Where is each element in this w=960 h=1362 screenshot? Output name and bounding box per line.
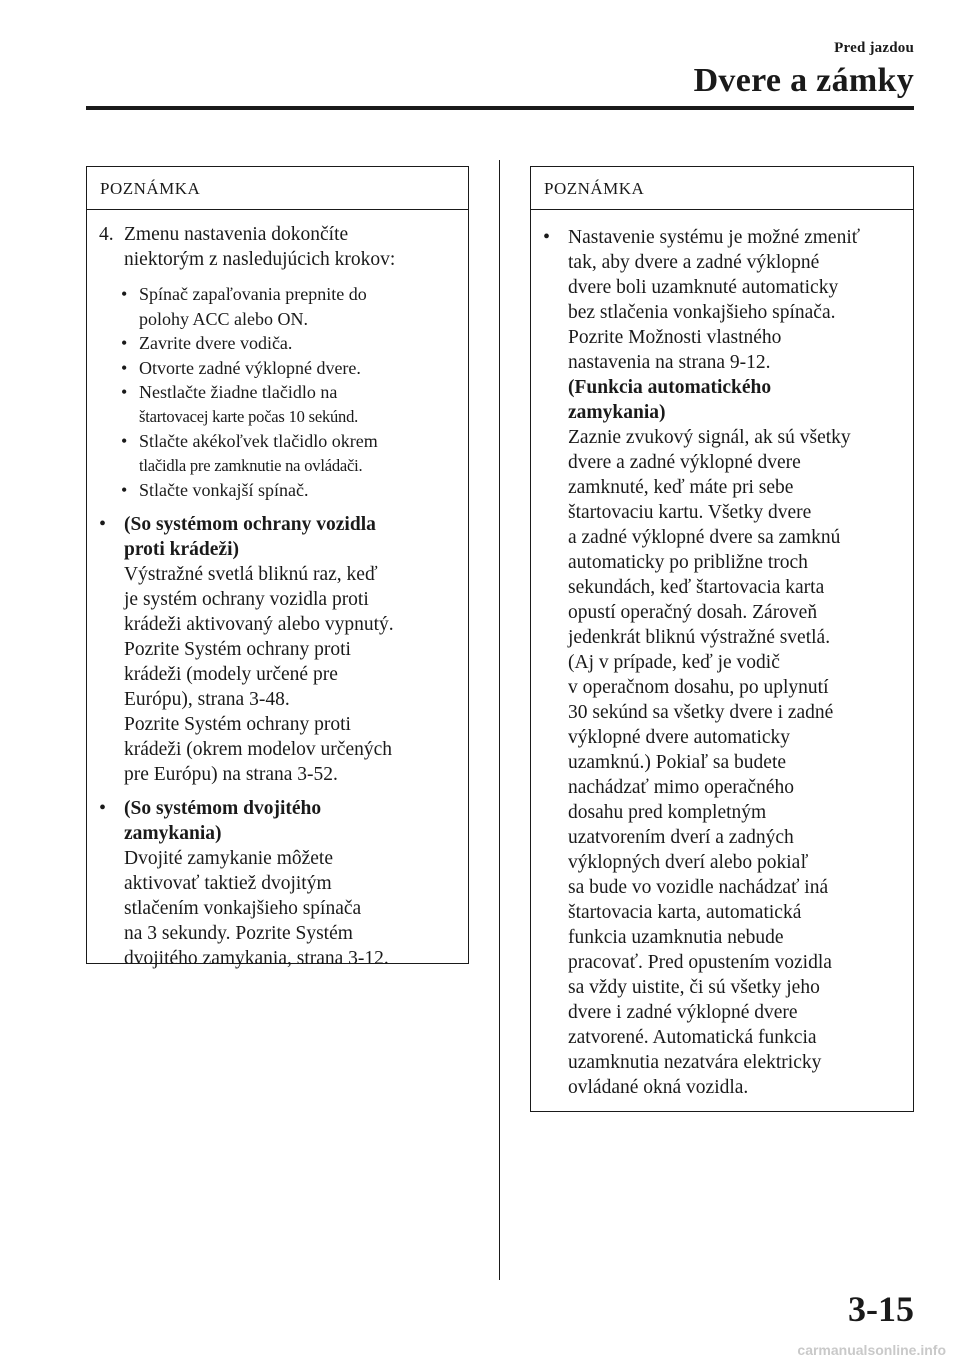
list-item: • Stlačte vonkajší spínač. [121,478,458,503]
text-line: nastavenia na strana 9-12. [568,352,771,373]
bold-heading-line: zamykania) [124,822,222,844]
text-line: niektorým z nasledujúcich krokov: [124,249,396,270]
text-line: polohy ACC alebo ON. [139,308,308,329]
text-line: Spínač zapaľovania prepnite do [139,284,367,304]
text-line: Zaznie zvukový signál, ak sú všetky [568,427,851,448]
text-line: na 3 sekundy. Pozrite Systém [124,922,353,944]
text-line: tlačidla pre zamknutie na ovládači. [139,455,363,475]
text-line: uzamknutia nezatvára elektricky [568,1052,822,1073]
note-box-right [530,166,914,1112]
text-line: krádeži (modely určené pre [124,663,338,685]
text-line: stlačením vonkajšieho spínača [124,897,362,919]
text-line: Výstražné svetlá bliknú raz, keď [124,563,378,585]
list-item: • Zavrite dvere vodiča. [121,331,458,356]
text-line: zatvorené. Automatická funkcia [568,1027,817,1048]
text-line: (Aj v prípade, keď je vodič [568,652,780,673]
note-body [87,210,468,971]
text-line: sa bude vo vozidle nachádzať iná [568,877,829,898]
text-line: sekundách, keď štartovacia karta [568,577,825,598]
text-line: výklopné dvere automaticky [568,727,791,748]
bullet-dot: • [99,512,107,535]
text-line: Pozrite Možnosti vlastného [568,327,782,348]
text-line: štartovacej karte počas 10 sekúnd. [139,406,359,426]
note-heading: POZNÁMKA [87,167,468,210]
bullet-item [99,512,458,787]
text-line: Európu), strana 3-48. [124,688,290,710]
text-line: pracovať. Pred opustením vozidla [568,952,832,973]
list-item: • Otvorte zadné výklopné dvere. [121,356,458,381]
note-box-left [86,166,469,969]
text-line: krádeži (okrem modelov určených [124,738,393,760]
text-line: Dvojité zamykanie môžete [124,847,333,869]
page-number: 3-15 [848,1289,914,1329]
text-line: Pozrite Systém ochrany proti [124,713,351,735]
bold-heading-line: proti krádeži) [124,538,240,560]
text-line: výklopných dverí alebo pokiaľ [568,852,809,873]
text-line: dvere i zadné výklopné dvere [568,1002,798,1023]
text-line: funkcia uzamknutia nebude [568,927,784,948]
text-line: uzatvorením dverí a zadných [568,827,794,848]
bullet-dot: • [99,796,107,819]
list-item: • Nestlačte žiadne tlačidlo na štartovacej karte počas 10 sekúnd. [121,380,458,429]
step-number: 4. [99,224,114,245]
text-line: a zadné výklopné dvere sa zamknú [568,527,841,548]
bold-heading-line: (So systémom ochrany vozidla [124,513,376,535]
bold-heading-line: (Funkcia automatického [568,377,772,398]
text-line: Nestlačte žiadne tlačidlo na [139,382,338,402]
text-line: tak, aby dvere a zadné výklopné [568,252,820,273]
text-line: štartovaciu kartu. Všetky dvere [568,502,812,523]
text-line: Pozrite Systém ochrany proti [124,638,351,660]
text-line: 30 sekúnd sa všetky dvere i zadné [568,702,834,723]
text-line: v operačnom dosahu, po uplynutí [568,677,829,698]
header-rule [86,106,914,110]
text-line: ovládané okná vozidla. [568,1077,749,1098]
text-line: opustí operačný dosah. Zároveň [568,602,818,623]
text-line: dvere a zadné výklopné dvere [568,452,801,473]
text-line: krádeži aktivovaný alebo vypnutý. [124,613,394,635]
bold-heading-line: zamykania) [568,402,666,423]
step-item [99,222,458,272]
note-heading: POZNÁMKA [531,167,913,210]
text-line: Zmenu nastavenia dokončíte [124,224,349,245]
bold-heading-line: (So systémom dvojitého [124,797,322,819]
text-line: zamknuté, keď máte pri sebe [568,477,794,498]
list-item: • Spínač zapaľovania prepnite do polohy ACC alebo ON. [121,282,458,331]
bullet-dot: • [543,226,551,248]
text-line: jedenkrát bliknú výstražné svetlá. [568,627,831,648]
page-title: Dvere a zámky [693,62,914,99]
text-line: Zavrite dvere vodiča. [139,333,293,353]
text-line: dvere boli uzamknuté automaticky [568,277,839,298]
text-line: pre Európu) na strana 3-52. [124,763,338,785]
text-line: dvojitého zamykania, strana 3-12. [124,947,389,969]
note-body [531,210,913,1100]
text-line: bez stlačenia vonkajšieho spínača. [568,302,836,323]
text-line: Stlačte vonkajší spínač. [139,480,309,500]
text-line: aktivovať taktiež dvojitým [124,872,332,894]
list-item: • Stlačte akékoľvek tlačidlo okrem tlačidla pre zamknutie na ovládači. [121,429,458,478]
text-line: Stlačte akékoľvek tlačidlo okrem [139,431,378,451]
step-text [124,222,458,272]
text-line: dosahu pred kompletným [568,802,767,823]
bullet-item [543,225,903,1100]
bullet-item [99,796,458,971]
text-line: je systém ochrany vozidla proti [124,588,369,610]
section-name: Pred jazdou [834,40,914,56]
watermark: carmanualsonline.info [797,1342,946,1358]
text-line: štartovacia karta, automatická [568,902,802,923]
text-line: Otvorte zadné výklopné dvere. [139,357,361,378]
text-line: automaticky po približne troch [568,552,808,573]
text-line: Nastavenie systému je možné zmeniť [568,227,861,248]
sub-list [121,282,458,503]
text-line: nachádzať mimo operačného [568,777,794,798]
text-line: sa vždy uistite, či sú všetky jeho [568,977,820,998]
column-divider [499,160,500,1280]
text-line: uzamknú.) Pokiaľ sa budete [568,752,787,773]
